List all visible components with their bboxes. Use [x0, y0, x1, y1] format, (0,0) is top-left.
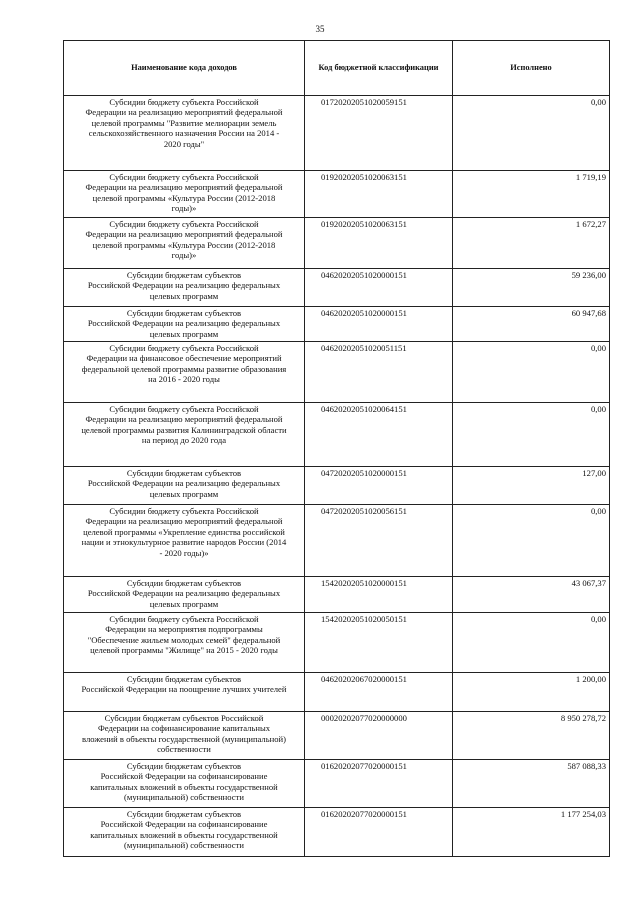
- row-sum: 60 947,68: [453, 307, 610, 342]
- row-code: 00020202077020000000: [305, 712, 453, 760]
- row-sum: 0,00: [453, 342, 610, 403]
- row-name: Субсидии бюджету субъекта Российской Федерации на реализацию мероприятий федеральной целевой программы «Укрепление единства российской нации и этнокультурное развитие народов России (2014 - 2020 годы)»: [64, 505, 305, 577]
- table-row: [64, 712, 610, 760]
- row-name: Субсидии бюджетам субъектов Российской Федерации на реализацию федеральных целевых программ: [64, 269, 305, 307]
- row-code: 01920202051020063151: [305, 171, 453, 218]
- row-sum: 0,00: [453, 96, 610, 171]
- row-code: 04720202051020056151: [305, 505, 453, 577]
- row-code: 15420202051020000151: [305, 577, 453, 613]
- row-sum: 1 719,19: [453, 171, 610, 218]
- row-name: Субсидии бюджетам субъектов Российской Федерации на реализацию федеральных целевых программ: [64, 307, 305, 342]
- table-row: [64, 269, 610, 307]
- row-name: Субсидии бюджетам субъектов Российской Федерации на софинансирование капитальных вложений в объекты государственной (муниципальной) собственности: [64, 712, 305, 760]
- row-code: 04720202051020000151: [305, 467, 453, 505]
- row-code: 04620202051020000151: [305, 269, 453, 307]
- row-code: 04620202051020000151: [305, 307, 453, 342]
- table-row: [64, 467, 610, 505]
- table-row: [64, 307, 610, 342]
- row-name: Субсидии бюджетам субъектов Российской Федерации на реализацию федеральных целевых программ: [64, 577, 305, 613]
- row-name: Субсидии бюджетам субъектов Российской Федерации на софинансирование капитальных вложений в объекты государственной (муниципальной) собственности: [64, 808, 305, 857]
- row-sum: 0,00: [453, 403, 610, 467]
- row-sum: 127,00: [453, 467, 610, 505]
- table-row: [64, 96, 610, 171]
- row-sum: 1 672,27: [453, 218, 610, 269]
- row-sum: 587 088,33: [453, 760, 610, 808]
- row-code: 15420202051020050151: [305, 613, 453, 673]
- table-row: [64, 505, 610, 577]
- table-row: [64, 760, 610, 808]
- table-row: [64, 808, 610, 857]
- header-sum: Исполнено: [453, 41, 610, 96]
- row-code: 01920202051020063151: [305, 218, 453, 269]
- header-code: Код бюджетной классификации: [305, 41, 453, 96]
- table-header-row: [64, 41, 610, 96]
- row-code: 04620202051020051151: [305, 342, 453, 403]
- row-code: 01620202077020000151: [305, 808, 453, 857]
- row-name: Субсидии бюджету субъекта Российской Федерации на реализацию мероприятий федеральной целевой программы «Культура России (2012-2018 годы)»: [64, 218, 305, 269]
- table-row: [64, 171, 610, 218]
- row-sum: 59 236,00: [453, 269, 610, 307]
- row-name: Субсидии бюджетам субъектов Российской Федерации на реализацию федеральных целевых программ: [64, 467, 305, 505]
- table-row: [64, 673, 610, 712]
- row-name: Субсидии бюджетам субъектов Российской Федерации на софинансирование капитальных вложений в объекты государственной (муниципальной) собственности: [64, 760, 305, 808]
- row-name: Субсидии бюджету субъекта Российской Федерации на реализацию мероприятий федеральной целевой программы "Развитие мелиорации земель сельскохозяйственного назначения России на 2014 - 2020 годы": [64, 96, 305, 171]
- table-row: [64, 577, 610, 613]
- row-code: 04620202067020000151: [305, 673, 453, 712]
- row-name: Субсидии бюджету субъекта Российской Федерации на реализацию мероприятий федеральной целевой программы развития Калининградской области на период до 2020 года: [64, 403, 305, 467]
- table-row: [64, 403, 610, 467]
- row-name: Субсидии бюджету субъекта Российской Федерации на реализацию мероприятий федеральной целевой программы «Культура России (2012-2018 годы)»: [64, 171, 305, 218]
- revenue-table: [63, 40, 610, 857]
- row-name: Субсидии бюджетам субъектов Российской Федерации на поощрение лучших учителей: [64, 673, 305, 712]
- row-sum: 0,00: [453, 613, 610, 673]
- table-row: [64, 342, 610, 403]
- row-code: 01620202077020000151: [305, 760, 453, 808]
- row-code: 04620202051020064151: [305, 403, 453, 467]
- row-sum: 43 067,37: [453, 577, 610, 613]
- row-code: 01720202051020059151: [305, 96, 453, 171]
- table-row: [64, 218, 610, 269]
- row-sum: 1 177 254,03: [453, 808, 610, 857]
- header-name: Наименование кода доходов: [64, 41, 305, 96]
- page-number: 35: [315, 24, 325, 34]
- table-row: [64, 613, 610, 673]
- row-sum: 8 950 278,72: [453, 712, 610, 760]
- row-sum: 1 200,00: [453, 673, 610, 712]
- row-name: Субсидии бюджету субъекта Российской Федерации на финансовое обеспечение мероприятий федеральной целевой программы развитие образования на 2016 - 2020 годы: [64, 342, 305, 403]
- row-name: Субсидии бюджету субъекта Российской Федерации на мероприятия подпрограммы "Обеспечение жильем молодых семей" федеральной целевой программы "Жилище" на 2015 - 2020 годы: [64, 613, 305, 673]
- row-sum: 0,00: [453, 505, 610, 577]
